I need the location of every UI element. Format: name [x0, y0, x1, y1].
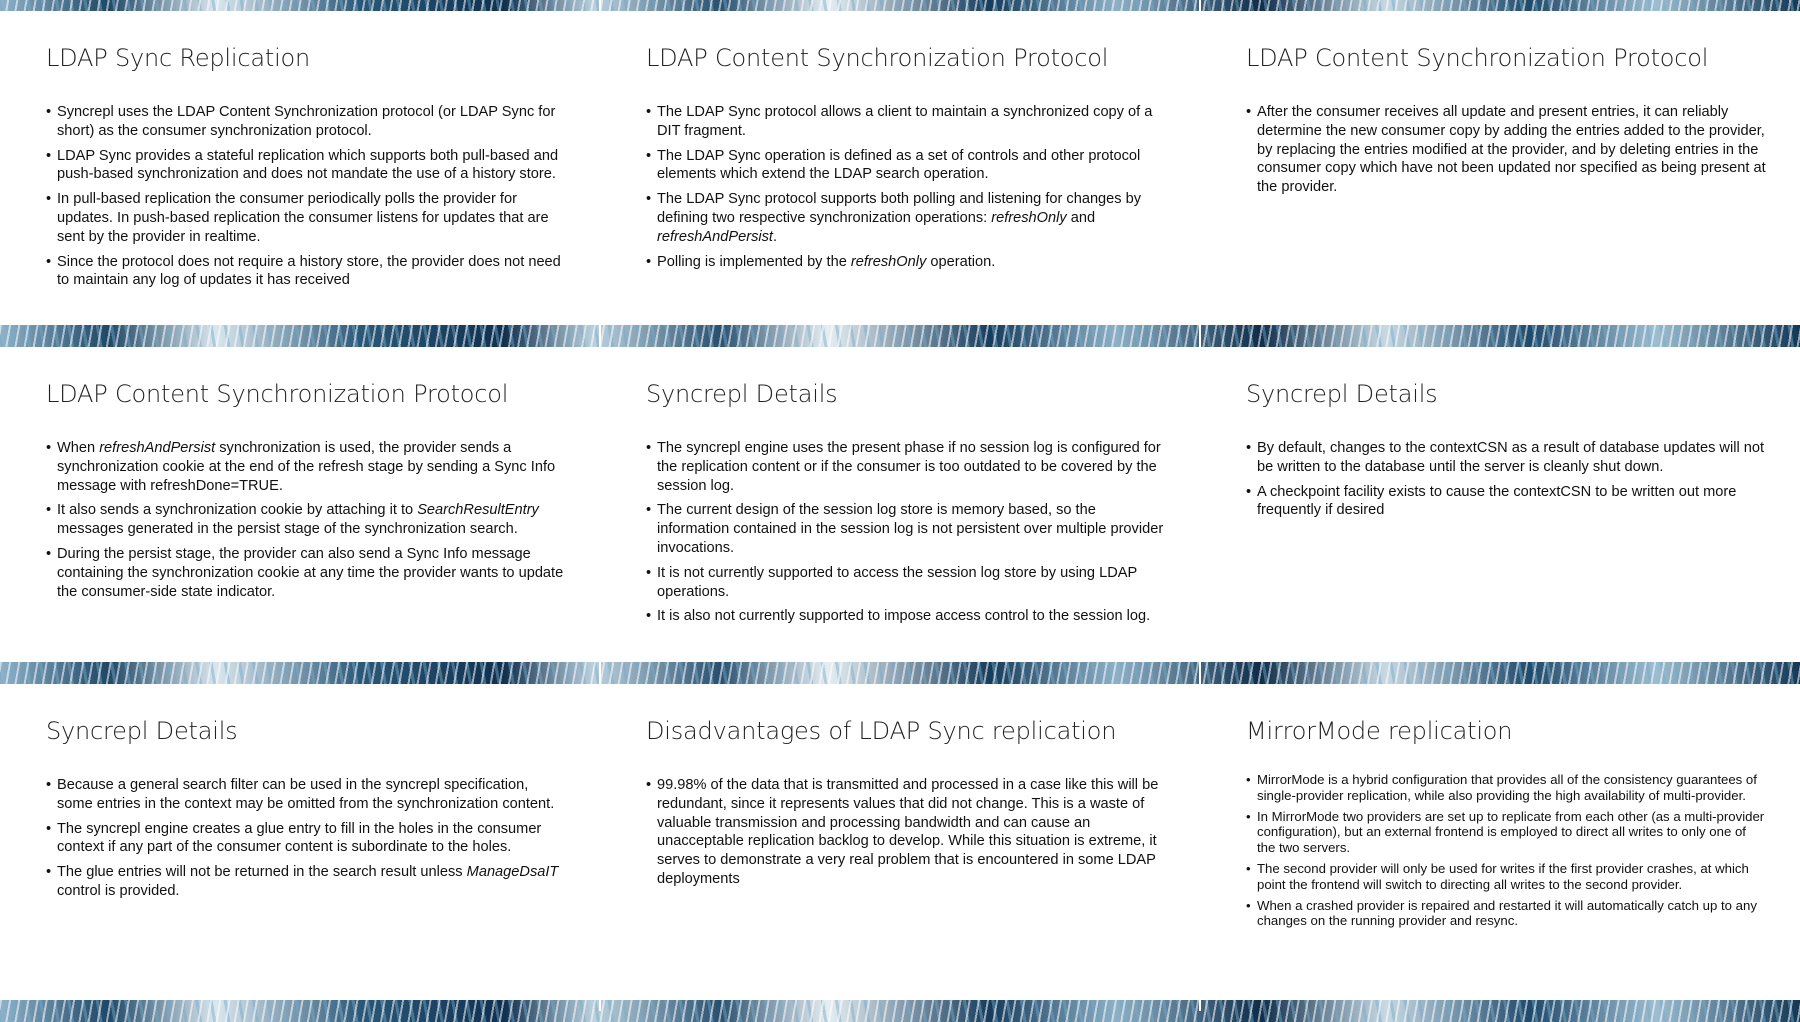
slide-bullet-list [646, 103, 1166, 277]
bullet-item: • After the consumer receives all update and present entries, it can reliably determine the new consumer copy by adding the entries added to the provider, by replacing the entries modified at the provider, and by deleting entries in the consumer copy which have not been updated nor specified as being present at the provider. [1246, 103, 1766, 197]
bullet-item: • Polling is implemented by the refreshOnly operation. [646, 253, 1166, 272]
slide-bullet-list [646, 439, 1166, 632]
bullet-item: • By default, changes to the contextCSN as a result of database updates will not be written to the database until the server is cleanly shut down. [1246, 439, 1766, 477]
slide-thumbnail-7[interactable] [0, 684, 600, 999]
bullet-item: • When refreshAndPersist synchronization is used, the provider sends a synchronization cookie at the end of the refresh stage by sending a Sync Info message with refreshDone=TRUE. [46, 439, 566, 495]
decorative-band-row2 [0, 662, 1800, 684]
bullet-item: • Syncrepl uses the LDAP Content Synchronization protocol (or LDAP Sync for short) as the consumer synchronization protocol. [46, 103, 566, 141]
bullet-item: • The syncrepl engine creates a glue entry to fill in the holes in the consumer context if any part of the consumer content is subordinate to the holes. [46, 820, 566, 858]
bullet-item: • LDAP Sync provides a stateful replication which supports both pull-based and push-based synchronization and does not mandate the use of a history store. [46, 147, 566, 185]
slide-title: Disadvantages of LDAP Sync replication [646, 717, 1117, 745]
bullet-item: • It also sends a synchronization cookie by attaching it to SearchResultEntry messages generated in the persist stage of the synchronization search. [46, 501, 566, 539]
bullet-item: • In pull-based replication the consumer periodically polls the provider for updates. In push-based replication the consumer listens for updates that are sent by the provider in realtime. [46, 190, 566, 246]
slide-thumbnail-8[interactable] [600, 684, 1200, 999]
slide-thumbnail-9[interactable] [1200, 684, 1800, 999]
bullet-item: • When a crashed provider is repaired and restarted it will automatically catch up to any changes on the running provider and resync. [1246, 898, 1766, 930]
bullet-item: • The syncrepl engine uses the present phase if no session log is configured for the replication content or if the consumer is too outdated to be covered by the session log. [646, 439, 1166, 495]
decorative-band-top [0, 0, 1800, 11]
slide-thumbnail-3[interactable] [1200, 11, 1800, 326]
slide-thumbnail-6[interactable] [1200, 347, 1800, 662]
slide-bullet-list [46, 776, 566, 907]
slide-bullet-list [1246, 103, 1766, 203]
slide-thumbnail-2[interactable] [600, 11, 1200, 326]
slide-title: LDAP Content Synchronization Protocol [646, 44, 1109, 72]
slide-thumbnail-4[interactable] [0, 347, 600, 662]
bullet-item: • Because a general search filter can be used in the syncrepl specification, some entries in the context may be omitted from the synchronization content. [46, 776, 566, 814]
slide-bullet-list [1246, 772, 1766, 934]
decorative-band-row1 [0, 325, 1800, 347]
bullet-item: • The current design of the session log store is memory based, so the information contained in the session log is not persistent over multiple provider invocations. [646, 501, 1166, 557]
slide-title: Syncrepl Details [1246, 380, 1438, 408]
bullet-item: • The LDAP Sync protocol allows a client to maintain a synchronized copy of a DIT fragment. [646, 103, 1166, 141]
bullet-item: • Since the protocol does not require a history store, the provider does not need to maintain any log of updates it has received [46, 253, 566, 291]
slide-bullet-list [46, 103, 566, 296]
bullet-item: • 99.98% of the data that is transmitted and processed in a case like this will be redundant, since it represents values that did not change. This is a waste of valuable transmission and processing bandwidth and can cause an unacceptable replication backlog to develop. While this situation is extreme, it serves to demonstrate a very real problem that is encountered in some LDAP deployments [646, 776, 1166, 889]
slide-title: Syncrepl Details [646, 380, 838, 408]
slide-title: LDAP Content Synchronization Protocol [1246, 44, 1709, 72]
bullet-item: • The LDAP Sync protocol supports both polling and listening for changes by defining two respective synchronization operations: refreshOnly and refreshAndPersist. [646, 190, 1166, 246]
bullet-item: • It is not currently supported to access the session log store by using LDAP operations. [646, 564, 1166, 602]
slide-bullet-list [1246, 439, 1766, 526]
bullet-item: • During the persist stage, the provider can also send a Sync Info message containing the synchronization cookie at any time the provider wants to update the consumer-side state indicator. [46, 545, 566, 601]
bullet-item: • MirrorMode is a hybrid configuration that provides all of the consistency guarantees of single-provider replication, while also providing the high availability of multi-provider. [1246, 772, 1766, 804]
bullet-item: • The glue entries will not be returned in the search result unless ManageDsaIT control is provided. [46, 863, 566, 901]
slide-bullet-list [646, 776, 1166, 895]
slide-bullet-list [46, 439, 566, 607]
bullet-item: • The second provider will only be used for writes if the first provider crashes, at which point the frontend will switch to directing all writes to the second provider. [1246, 861, 1766, 893]
bullet-item: • It is also not currently supported to impose access control to the session log. [646, 607, 1166, 626]
bullet-item: • The LDAP Sync operation is defined as a set of controls and other protocol elements which extend the LDAP search operation. [646, 147, 1166, 185]
slide-title: LDAP Sync Replication [46, 44, 311, 72]
decorative-band-bottom [0, 1000, 1800, 1022]
slide-title: MirrorMode replication [1246, 717, 1513, 745]
slide-thumbnail-1[interactable] [0, 11, 600, 326]
slide-thumbnail-5[interactable] [600, 347, 1200, 662]
slide-title: LDAP Content Synchronization Protocol [46, 380, 509, 408]
bullet-item: • In MirrorMode two providers are set up to replicate from each other (as a multi-provider configuration), but an external frontend is employed to direct all writes to only one of the two servers. [1246, 809, 1766, 856]
bullet-item: • A checkpoint facility exists to cause the contextCSN to be written out more frequently if desired [1246, 483, 1766, 521]
slide-title: Syncrepl Details [46, 717, 238, 745]
